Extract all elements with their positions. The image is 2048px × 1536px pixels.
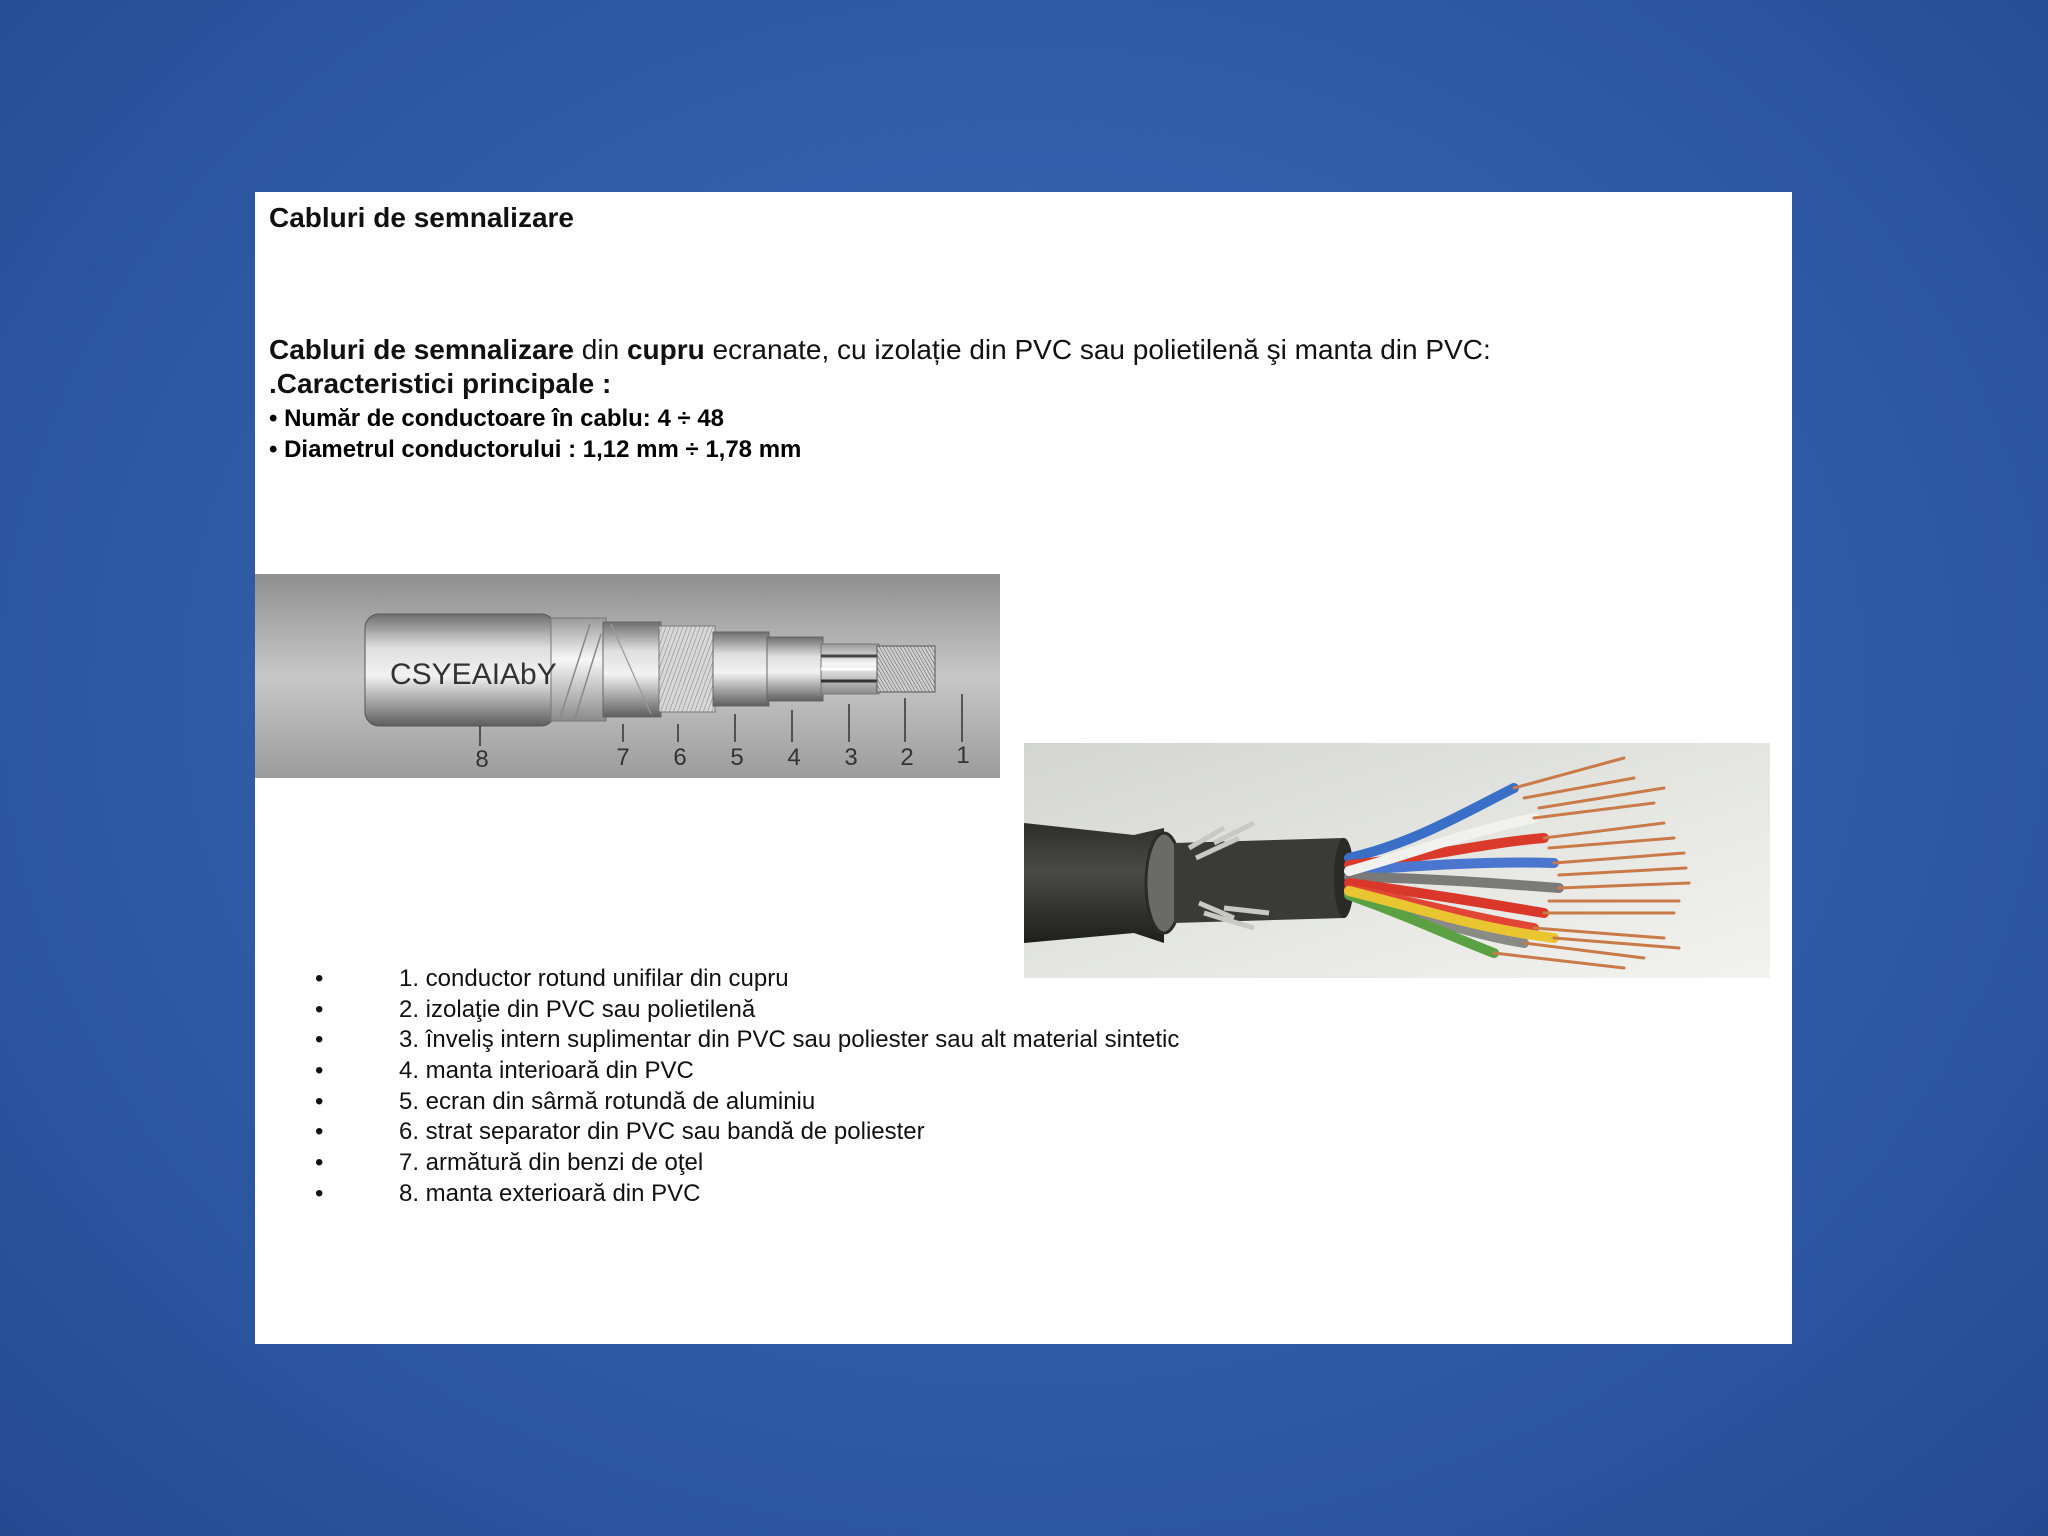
outer-jacket [1024,823,1164,943]
legend-item-text: 5. ecran din sârmă rotundă de aluminiu [399,1087,816,1115]
bullet: • [315,965,324,992]
layer-number-5: 5 [730,744,744,771]
layer-number-7: 7 [616,744,630,771]
layer-number-8: 8 [475,746,489,773]
legend-item-text: 4. manta interioară din PVC [399,1057,694,1085]
spec-conductor-diameter: • Diametrul conductorului : 1,12 mm ÷ 1,78 mm [269,436,802,463]
legend-item-text: 6. strat separator din PVC sau bandă de poliester [399,1118,925,1146]
layer-4-inner-sheath [713,632,769,706]
cable-type-label: CSYEAIAbY [390,658,557,691]
layer-number-6: 6 [673,744,687,771]
legend-item-text: 3. înveliş intern suplimentar din PVC sau poliester sau alt material sintetic [399,1026,1180,1054]
layer-number-2: 2 [900,744,914,771]
cable-layers-diagram [255,574,1000,778]
bullet: • [315,1057,324,1085]
legend-item-text: 2. izolaţie din PVC sau polietilenă [399,995,756,1023]
characteristics-heading: .Caracteristici principale : [269,368,612,399]
bullet: • [315,995,324,1023]
bullet: • [315,1179,324,1207]
spec-conductor-count: • Număr de conductoare în cablu: 4 ÷ 48 [269,405,725,432]
layer-5-aluminium-screen [659,626,715,712]
intro-bold-material: cupru [626,334,705,365]
bullet: • [315,1026,324,1054]
layer-6-separator [603,622,661,717]
legend-item-text: 7. armătură din benzi de oţel [399,1149,704,1177]
slide-title: Cabluri de semnalizare [269,202,575,233]
layer-1-copper-conductors [877,646,935,692]
layer-number-4: 4 [787,744,801,771]
intro-bold-term: Cabluri de semnalizare [269,334,575,365]
cable-photo [1024,743,1770,978]
bullet: • [315,1087,324,1115]
layer-3-inner-covering [767,637,823,701]
layer-number-1: 1 [956,742,970,769]
legend-item-text: 8. manta exterioară din PVC [399,1179,701,1207]
intro-paragraph [269,332,1769,368]
slide [255,192,1792,1344]
legend-item-text: 1. conductor rotund unifilar din cupru [399,965,789,992]
intro-text-rest: ecranate, cu izolație din PVC sau polietilenă şi manta din PVC: [704,334,1491,365]
layer-number-3: 3 [844,744,858,771]
bullet: • [315,1149,324,1177]
intro-text: din [574,334,627,365]
bullet: • [315,1118,324,1146]
layer-2-insulated-cores [821,644,879,694]
